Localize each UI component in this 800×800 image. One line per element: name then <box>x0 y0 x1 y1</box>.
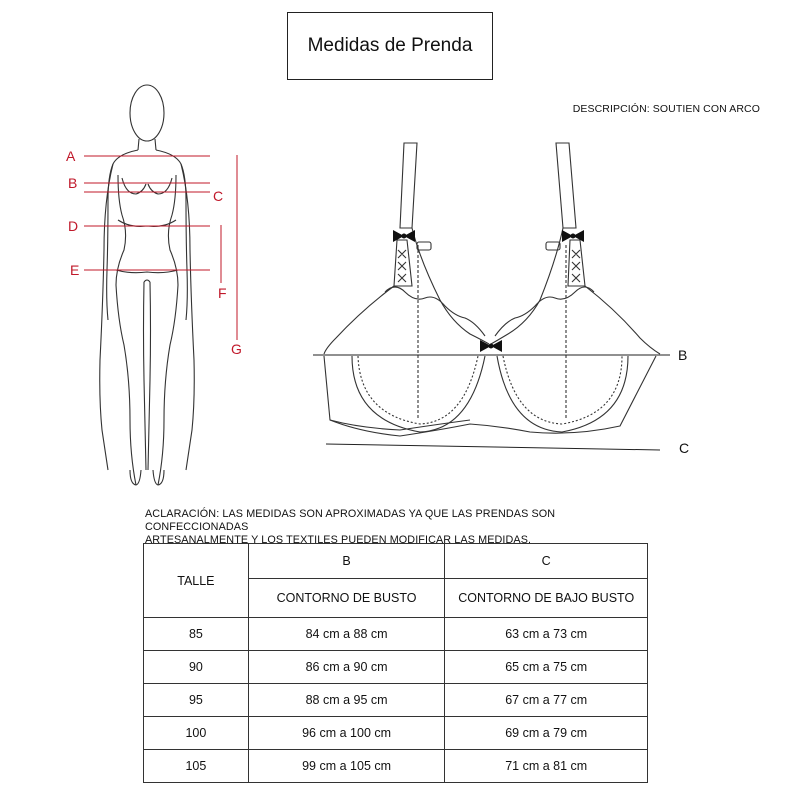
underbust-cell: 65 cm a 75 cm <box>445 651 648 684</box>
column-c-name: CONTORNO DE BAJO BUSTO <box>445 579 648 618</box>
garment-description: DESCRIPCIÓN: SOUTIEN CON ARCO <box>572 103 760 115</box>
column-b-letter: B <box>248 544 445 579</box>
bra-label-c: C <box>679 440 690 456</box>
size-cell: 95 <box>144 684 249 717</box>
column-b-name: CONTORNO DE BUSTO <box>248 579 445 618</box>
body-figure <box>100 85 195 485</box>
bow-icons <box>393 230 584 352</box>
disclaimer-note <box>145 508 645 547</box>
table-row <box>144 750 648 783</box>
table-row <box>144 651 648 684</box>
page-title-text: Medidas de Prenda <box>307 35 473 56</box>
table-row <box>144 717 648 750</box>
label-b: B <box>68 175 78 191</box>
label-g: G <box>231 341 242 357</box>
bra-measurement-lines <box>313 355 670 450</box>
label-c: C <box>213 188 224 204</box>
label-a: A <box>66 148 76 164</box>
size-cell: 90 <box>144 651 249 684</box>
size-table <box>143 543 648 783</box>
bust-cell: 96 cm a 100 cm <box>248 717 445 750</box>
column-c-letter: C <box>445 544 648 579</box>
label-d: D <box>68 218 79 234</box>
bra-line-c <box>326 444 660 450</box>
bra-label-b: B <box>678 347 688 363</box>
label-f: F <box>218 285 227 301</box>
bust-cell: 86 cm a 90 cm <box>248 651 445 684</box>
size-header: TALLE <box>144 544 249 618</box>
label-e: E <box>70 262 80 278</box>
underbust-cell: 69 cm a 79 cm <box>445 717 648 750</box>
underbust-cell: 63 cm a 73 cm <box>445 618 648 651</box>
size-cell: 100 <box>144 717 249 750</box>
disclaimer-line-2: ARTESANALMENTE Y LOS TEXTILES PUEDEN MODIFICAR LAS MEDIDAS. <box>145 534 532 546</box>
bust-cell: 84 cm a 88 cm <box>248 618 445 651</box>
underbust-cell: 67 cm a 77 cm <box>445 684 648 717</box>
disclaimer-line-1: ACLARACIÓN: LAS MEDIDAS SON APROXIMADAS YA QUE LAS PRENDAS SON CONFECCIONADAS <box>145 508 556 533</box>
underbust-cell: 71 cm a 81 cm <box>445 750 648 783</box>
table-row <box>144 684 648 717</box>
table-row <box>144 618 648 651</box>
body-labels <box>66 148 242 357</box>
bust-cell: 88 cm a 95 cm <box>248 684 445 717</box>
size-cell: 85 <box>144 618 249 651</box>
size-cell: 105 <box>144 750 249 783</box>
bra-illustration <box>324 143 660 436</box>
bust-cell: 99 cm a 105 cm <box>248 750 445 783</box>
bra-labels <box>678 347 689 456</box>
